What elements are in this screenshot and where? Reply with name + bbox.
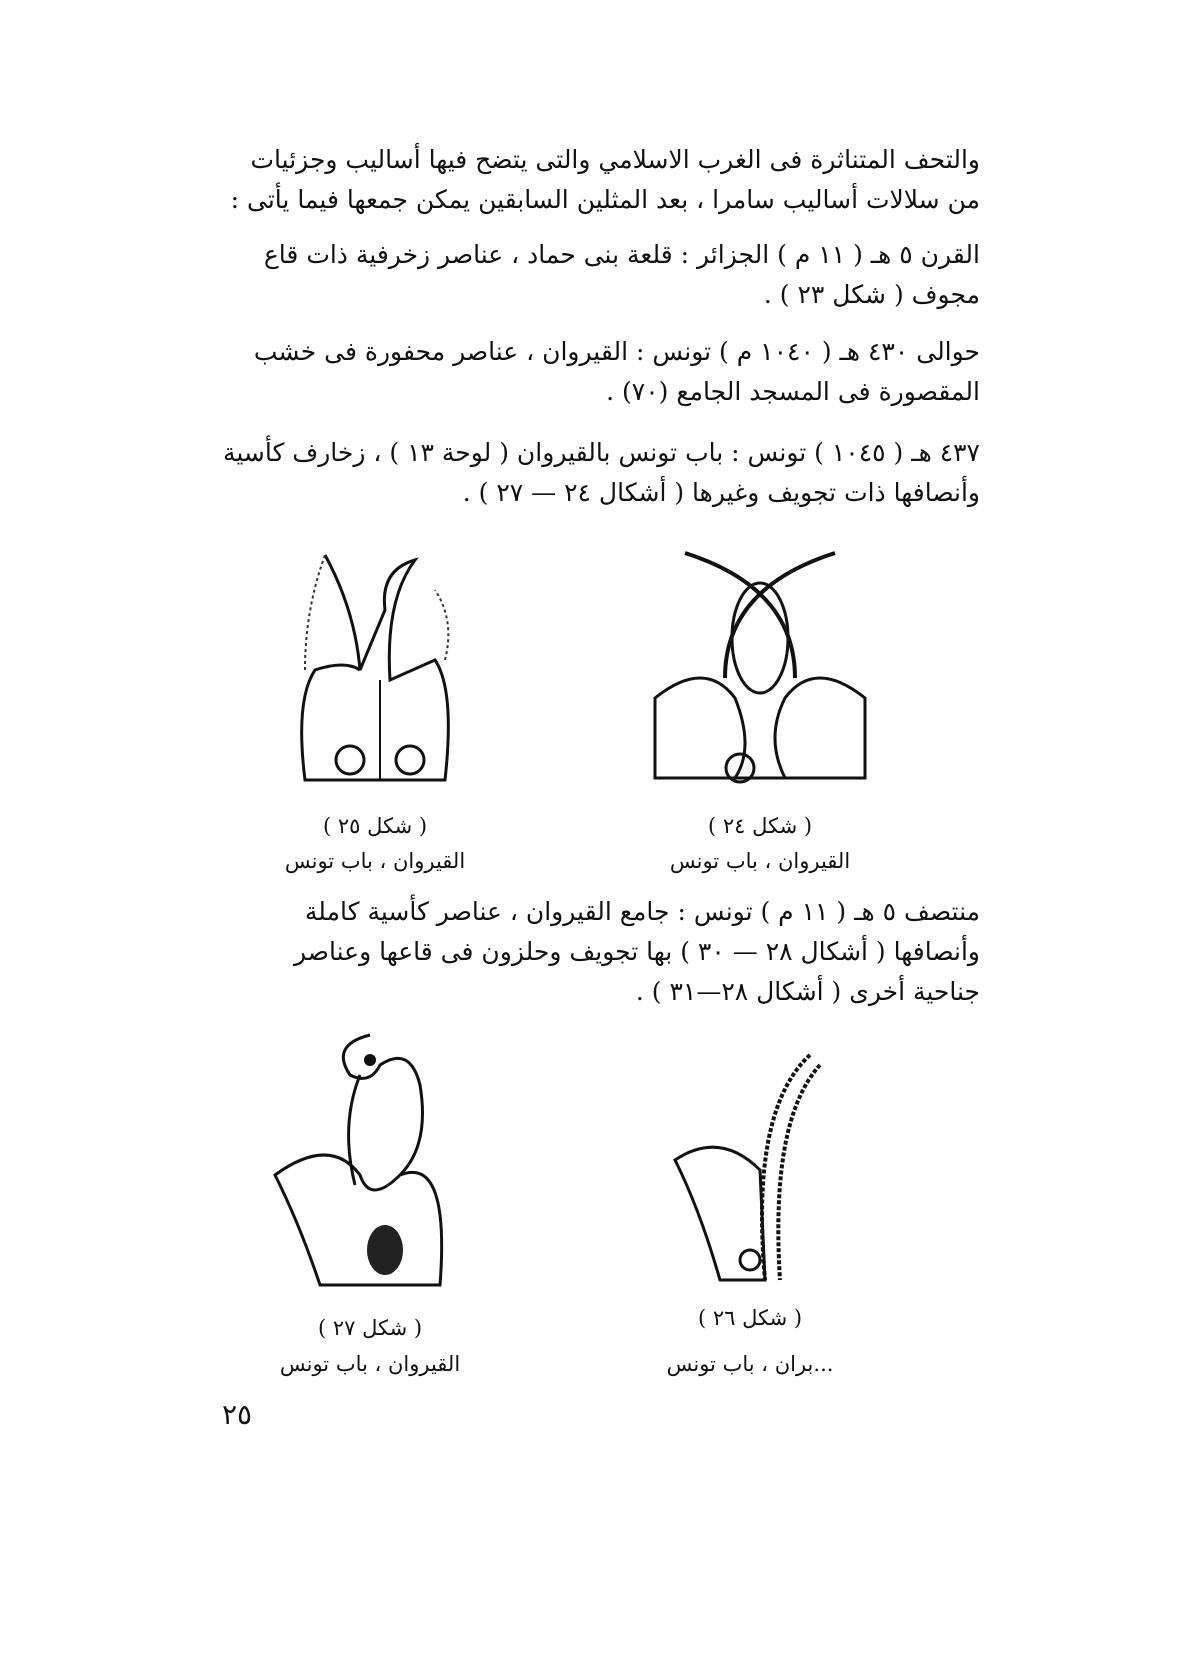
page-number: ٢٥ (222, 1398, 253, 1431)
paragraph-maqsura: حوالى ٤٣٠ هـ ( ١٠٤٠ م ) تونس : القيروان ، عناصر محفورة فى خشب المقصورة فى المسجد الجامع (٧٠) . (253, 337, 980, 406)
paragraph-intro: والتحف المتناثرة فى الغرب الاسلامي والتى يتضح فيها أساليب وجزئيات من سلالات أساليب سامرا ، بعد المثلين السابقين يمكن جمعها فيما يأتى : (230, 145, 980, 214)
figure-24-label: ( شكل ٢٤ ) (707, 814, 813, 838)
paragraph-bab-tunis: ٤٣٧ هـ ( ١٠٤٥ ) تونس : باب تونس بالقيروان ( لوحة ١٣ ) ، زخارف كأسية وأنصافها ذات تجويف وغيرها ( أشكال ٢٤ — ٢٧ ) . (222, 438, 980, 507)
figure-25-caption: القيروان ، باب تونس (284, 849, 466, 873)
figure-24-drawing (645, 548, 875, 798)
paragraph-qalaa: القرن ٥ هـ ( ١١ م ) الجزائر : قلعة بنى حماد ، عناصر زخرفية ذات قاع مجوف ( شكل ٢٣ ) . (263, 240, 980, 309)
figure-26-label: ( شكل ٢٦ ) (697, 1306, 803, 1330)
figure-25-drawing (285, 550, 475, 800)
figure-26-drawing (670, 1050, 830, 1290)
paragraph-jami-qairawan: منتصف ٥ هـ ( ١١ م ) تونس : جامع القيروان ، عناصر كأسية كاملة وأنصافها ( أشكال ٢٨ — ٣٠ ) بها تجويف وحلزون فى قاعها وعناصر جناحية أخرى ( أشكال ٢٨—٣١ ) . (293, 897, 980, 1006)
figure-27-drawing (270, 1025, 470, 1305)
figure-24-caption: القيروان ، باب تونس (669, 849, 851, 873)
figure-26-caption: ...بران ، باب تونس (666, 1352, 834, 1376)
figure-25-label: ( شكل ٢٥ ) (322, 814, 428, 838)
figure-27-caption: القيروان ، باب تونس (279, 1352, 461, 1376)
figure-27-label: ( شكل ٢٧ ) (317, 1316, 423, 1340)
